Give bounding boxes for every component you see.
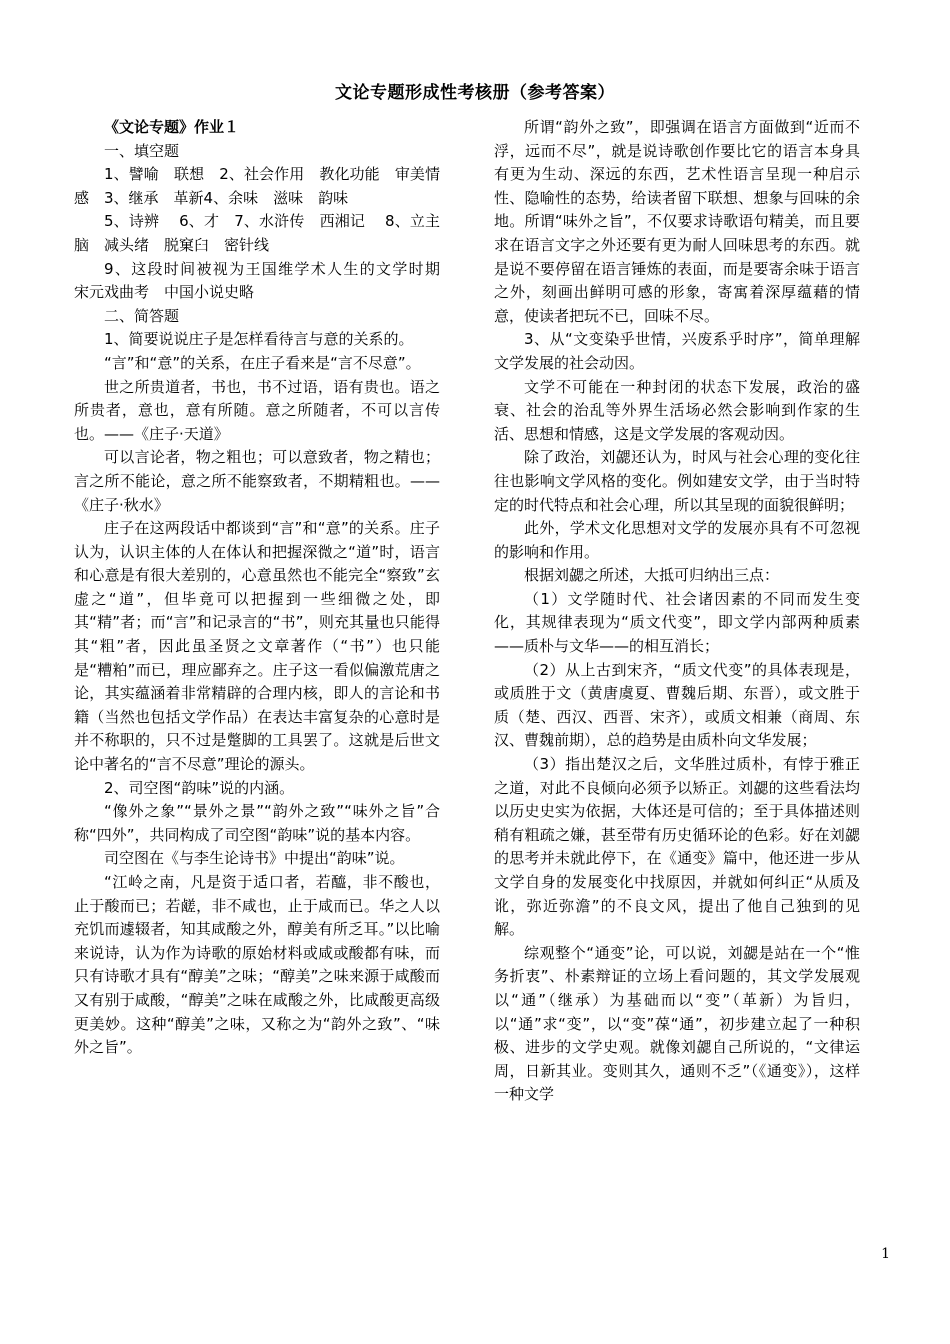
paragraph: 庄子在这两段话中都谈到“言”和“意”的关系。庄子认为，认识主体的人在体认和把握深微之“道”时，语言和心意是有很大差别的，心意虽然也不能完全“察致”玄虚之“道”，但毕竟可以把握到一些细微之处，即其“精”者；而“言”和记录言的“书”，则充其量也只能得其“粗”者，因此虽圣贤之文章著作（“书”）也只能是“糟粕”而已，理应鄙弃之。庄子这一看似偏激荒唐之论，其实蕴涵着非常精辟的合理内核，即人的言论和书籍（当然也包括文学作品）在表达丰富复杂的心意时是并不称职的，只不过是蹩脚的工具罢了。这就是后世文论中著名的“言不尽意”理论的源头。 bbox=[74, 519, 440, 774]
quotation: 世之所贵道者，书也，书不过语，语有贵也。语之所贵者，意也，意有所随。意之所随者，不可以言传也。——《庄子·天道》 bbox=[74, 377, 440, 443]
paragraph: “江岭之南，凡是资于适口者，若醯，非不酸也，止于酸而已；若鹾，非不咸也，止于咸而已。华之人以充饥而遽辍者，知其咸酸之外，醇美有所乏耳。”以比喻来说诗，认为作为诗歌的原始材料或咸或酸都有味，而只有诗歌才具有“醇美”之味；“醇美”之味来源于咸酸而又有别于咸酸，“醇美”之味在咸酸之外，比咸酸更高级更美妙。这种“醇美”之味，又称之为“韵外之致”、“味外之旨”。 bbox=[74, 873, 440, 1057]
assignment-heading: 《文论专题》作业１ bbox=[104, 118, 240, 136]
page-title: 文论专题形成性考核册（参考答案） bbox=[335, 83, 615, 103]
section-heading-fill-blank: 一、填空题 bbox=[104, 141, 180, 160]
left-column bbox=[74, 116, 456, 1060]
paragraph: “像外之象”“景外之景”“韵外之致”“味外之旨”合称“四外”，共同构成了司空图“韵味”说的基本内容。 bbox=[74, 802, 440, 844]
list-item: （3）指出楚汉之后，文华胜过质朴，有悖于雅正之道，对此不良倾向必须予以矫正。刘勰的这些看法均以历史史实为依据，大体还是可信的；至于具体描述则稍有粗疏之嫌，甚至带有历史循环论的色彩。好在刘勰的思考并未就此停下，在《通变》篇中，他还进一步从文学自身的发展变化中找原因，并就如何纠正“从质及讹，弥近弥澹”的不良文风，提出了他自己独到的见解。 bbox=[494, 755, 860, 939]
paragraph: 文学不可能在一种封闭的状态下发展，政治的盛衰、社会的治乱等外界生活场必然会影响到作家的生活、思想和情感，这是文学发展的客观动因。 bbox=[494, 377, 860, 443]
page-number: 1 bbox=[881, 1246, 890, 1262]
list-item: （2）从上古到宋齐，“质文代变”的具体表现是，或质胜于文（黄唐虞夏、曹魏后期、东晋），或文胜于质（楚、西汉、西晋、宋齐），或质文相兼（商周、东汉、曹魏前期），总的趋势是由质朴向文华发展； bbox=[494, 660, 860, 750]
paragraph: 1、譬喻 联想 2、社会作用 教化功能 审美情感 3、继承 革新4、余味 滋味 韵味 bbox=[74, 165, 440, 207]
paragraph: 综观整个“通变”论，可以说，刘勰是站在一个“惟务折衷”、朴素辩证的立场上看问题的，其文学发展观以“通”（继承）为基础而以“变”（革新）为旨归，以“通”求“变”，以“变”葆“通”，初步建立起了一种积极、进步的文学史观。就像刘勰自己所说的，“文律运周，日新其业。变则其久，通则不乏”（《通变》），这样一种文学 bbox=[494, 943, 860, 1104]
paragraph: 5、诗辨 6、才 7、水浒传 西湘记 8、立主脑 减头绪 脱窠臼 密针线 bbox=[74, 212, 440, 254]
question-1: 1、简要说说庄子是怎样看待言与意的关系的。 bbox=[104, 330, 414, 349]
question-2: 2、司空图“韵味”说的内涵。 bbox=[104, 778, 295, 797]
paragraph: 9、这段时间被视为王国维学术人生的文学时期 宋元戏曲考 中国小说史略 bbox=[74, 259, 456, 302]
quotation: 可以言论者，物之粗也；可以意致者，物之精也；言之所不能论，意之所不能察致者，不期精粗也。——《庄子·秋水》 bbox=[74, 448, 440, 514]
paragraph: 除了政治，刘勰还认为，时风与社会心理的变化往往也影响文学风格的变化。例如建安文学，由于当时特定的时代特点和社会心理，所以其呈现的面貌很鲜明； bbox=[494, 448, 860, 514]
paragraph: 司空图在《与李生论诗书》中提出“韵味”说。 bbox=[104, 849, 405, 868]
paragraph: “言”和“意”的关系，在庄子看来是“言不尽意”。 bbox=[104, 353, 421, 372]
list-item: （1）文学随时代、社会诸因素的不同而发生变化，其规律表现为“质文代变”，即文学内部两种质素——质朴与文华——的相互消长； bbox=[494, 589, 860, 656]
right-column bbox=[494, 116, 860, 1107]
paragraph: 所谓“韵外之致”，即强调在语言方面做到“近而不浮，远而不尽”，就是说诗歌创作要比它的语言本身具有更为生动、深远的东西，艺术性语言呈现一种启示性、隐喻性的态势，给读者留下联想、想象与回味的余地。所谓“味外之旨”，不仅要求诗歌语句精美，而且要求在语言文字之外还要有更为耐人回味思考的东西。就是说不要停留在语言锤炼的表面，而是要寄余味于语言之外，刻画出鲜明可感的形象，寄寓着深厚蕴藉的情意，使读者把玩不已，回味不尽。 bbox=[494, 118, 860, 325]
section-heading-short-answer: 二、简答题 bbox=[104, 306, 180, 325]
paragraph: 此外，学术文化思想对文学的发展亦具有不可忽视的影响和作用。 bbox=[494, 519, 860, 561]
question-3: 3、从“文变染乎世情，兴废系乎时序”，简单理解文学发展的社会动因。 bbox=[494, 330, 860, 372]
paragraph: 根据刘勰之所述，大抵可归纳出三点： bbox=[524, 566, 780, 585]
